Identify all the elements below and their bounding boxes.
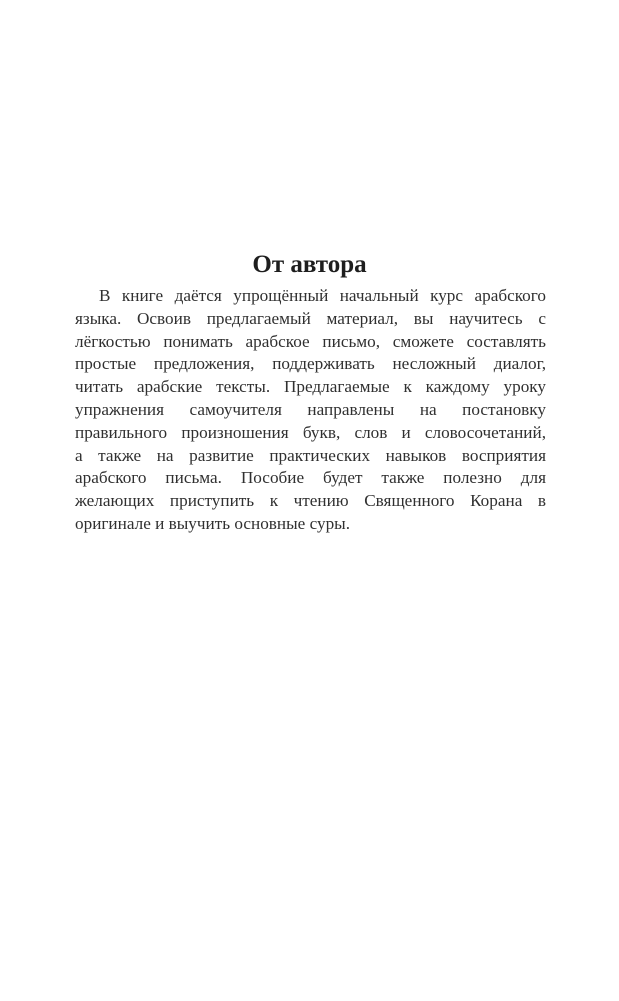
paragraph-line: желающих приступить к чтению Священного Корана в [75, 491, 546, 511]
paragraph-line: В книге даётся упрощённый начальный курс арабского [99, 286, 546, 305]
paragraph-line: читать арабские тексты. Предлагаемые к каждому уроку [75, 377, 546, 397]
paragraph-line: простые предложения, поддерживать несложный диалог, [75, 354, 546, 374]
paragraph-line: языка. Освоив предлагаемый материал, вы научитесь с [75, 308, 546, 328]
paragraph-line: лёгкостью понимать арабское письмо, сможете составлять [75, 331, 546, 351]
body-paragraph [75, 285, 546, 536]
paragraph-line: оригинале и выучить основные суры. [75, 513, 351, 533]
page-title: От автора [252, 250, 367, 278]
paragraph-line: а также на развитие практических навыков восприятия [75, 445, 546, 465]
paragraph-line: упражнения самоучителя направлены на постановку [75, 399, 546, 419]
paragraph-line: арабского письма. Пособие будет также полезно для [75, 468, 546, 488]
paragraph-line: правильного произношения букв, слов и словосочетаний, [75, 422, 546, 442]
